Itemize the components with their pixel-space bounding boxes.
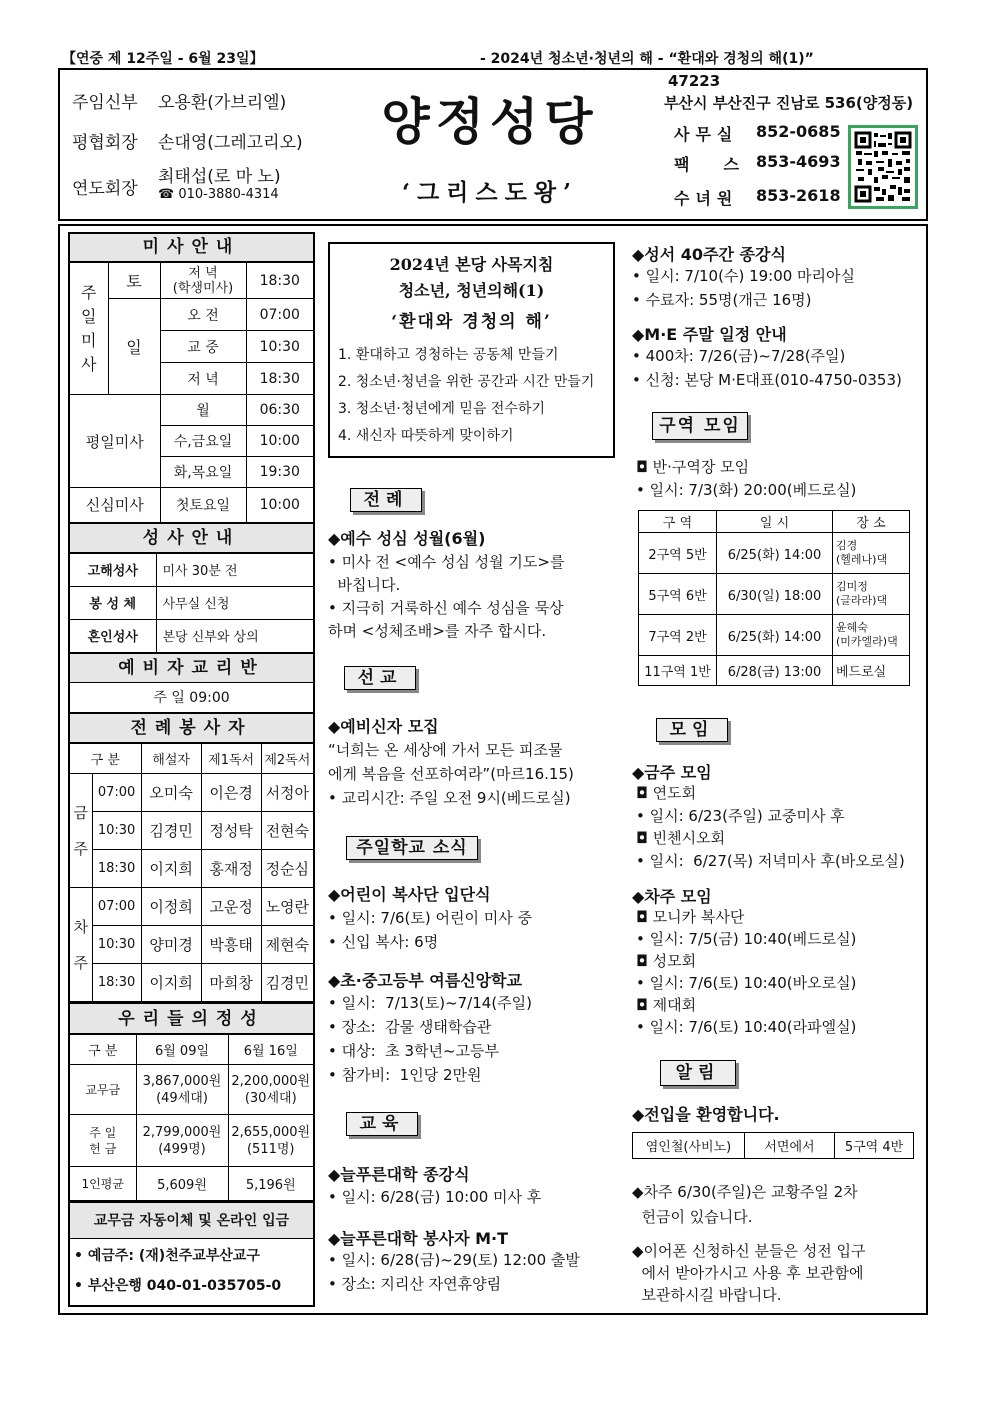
sacrament-name: 혼인성사 [70, 619, 156, 652]
server-name: 서정아 [261, 774, 313, 812]
main-frame [58, 224, 928, 1315]
policy-item: 4. 새신자 따뜻하게 맞이하기 [338, 428, 514, 444]
contact-label: 사무실 [674, 125, 739, 144]
district-cell: 베드로실 [833, 656, 910, 686]
policy-item: 2. 청소년·청년을 위한 공간과 시간 만들기 [338, 374, 595, 390]
sacrament-value: 미사 30분 전 [156, 553, 313, 586]
next-week-line: • 일시: 7/6(토) 10:40(라파엘실) [636, 1018, 857, 1036]
district-cell: 김경 (헬레나)댁 [833, 533, 910, 574]
server-name: 홍재정 [201, 850, 261, 888]
policy-list [330, 342, 613, 450]
welcome-cell: 5구역 4반 [835, 1133, 914, 1159]
officer-name: 손대영(그레고리오) [158, 133, 303, 153]
sunday-mass-time: 07:00 [246, 299, 313, 331]
bank-account: • 부산은행 040-01-035705-0 [74, 1278, 282, 1294]
liturgy-line: • 지극히 거룩하신 예수 성심을 묵상 [328, 599, 564, 617]
first-saturday-time: 10:00 [246, 488, 313, 522]
server-name: 이정희 [141, 888, 201, 926]
district-header: 일 시 [717, 511, 833, 533]
mission-line: • 교리시간: 주일 오전 9시(베드로실) [328, 789, 571, 807]
liturgy-line: • 미사 전 <예수 성심 성월 기도>를 [328, 553, 565, 571]
mission-body [328, 738, 574, 810]
liturgy-tag: 전례 [350, 488, 422, 512]
policy-item: 3. 청소년·청년에게 믿음 전수하기 [338, 401, 545, 417]
officer-name: 오용환(가브리엘) [158, 93, 287, 113]
district-cell: 윤혜숙 (미카엘라)댁 [833, 615, 910, 656]
servers-heading: 전례봉사자 [70, 713, 313, 743]
altar-server-line: • 신입 복사: 6명 [328, 933, 439, 951]
next-week-line: • 일시: 7/6(토) 10:40(바오로실) [636, 974, 857, 992]
offering-name: 주 일 헌 금 [70, 1115, 136, 1167]
servers-header: 제2독서 [261, 744, 313, 774]
server-time: 10:30 [92, 926, 141, 964]
week-info: 【연중 제 12주일 - 6월 23일】 [62, 51, 264, 67]
server-name: 이지희 [141, 850, 201, 888]
notice-line: 헌금이 있습니다. [632, 1208, 753, 1226]
policy-theme: ‘환대와 경청의 해’ [391, 312, 552, 332]
next-week-heading: ◆차주 모임 [632, 887, 712, 906]
saturday-mass-time: 18:30 [246, 263, 313, 299]
this-week-line: • 일시: 6/23(주일) 교중미사 후 [636, 806, 845, 825]
me-heading: ◆M·E 주말 일정 안내 [632, 325, 787, 344]
sunday-school-tag: 주일학교 소식 [346, 836, 478, 860]
servers-table [70, 743, 313, 1002]
sacrament-heading: 성사안내 [70, 522, 313, 553]
district-header: 장 소 [833, 511, 910, 533]
server-time: 18:30 [92, 964, 141, 1002]
zip-code: 47223 [668, 72, 721, 90]
notice-line: 보관하시길 바랍니다. [632, 1286, 782, 1304]
this-week-heading: ◆금주 모임 [632, 763, 712, 782]
liturgy-body [328, 551, 564, 643]
mission-heading: ◆예비신자 모집 [328, 717, 439, 736]
bible-body [632, 264, 855, 312]
parish-title: 양정성당 [381, 92, 599, 151]
mass-heading: 미사안내 [70, 234, 313, 262]
sunday-mass-name: 오 전 [160, 299, 246, 331]
sunday-mass-label [70, 263, 108, 395]
parish-subtitle: ‘그리스도왕’ [401, 179, 579, 206]
district-cell: 6/25(화) 14:00 [717, 533, 833, 574]
bible-line: • 수료자: 55명(개근 16명) [632, 291, 812, 309]
college-closing-line: • 일시: 6/28(금) 10:00 미사 후 [328, 1188, 542, 1206]
sunday-mass-time: 10:30 [246, 331, 313, 363]
server-time: 10:30 [92, 812, 141, 850]
server-name: 정성탁 [201, 812, 261, 850]
policy-subtitle: 청소년, 청년의해(1) [398, 281, 545, 300]
notice-line: 에서 받아가시고 사용 후 보관함에 [632, 1264, 864, 1282]
contact-number: 852-0685 [756, 122, 841, 141]
next-week-body [636, 906, 856, 1038]
qr-code-icon [848, 125, 918, 209]
offering-name: 교무금 [70, 1065, 136, 1115]
mission-line: “너희는 온 세상에 가서 모든 피조물 [328, 741, 563, 759]
me-line: • 400차: 7/26(금)~7/28(주일) [632, 347, 846, 365]
altar-server-line: • 일시: 7/6(토) 어린이 미사 중 [328, 909, 532, 927]
server-name: 이은경 [201, 774, 261, 812]
welcome-cell: 서면에서 [745, 1133, 835, 1159]
notice-earphones [632, 1240, 865, 1306]
weekday-mass-name: 화,목요일 [160, 457, 246, 488]
address: 부산시 부산진구 진남로 536(양정동) [664, 94, 914, 112]
next-week-line: ◘ 모니카 복사단 [636, 908, 745, 926]
next-week-line: • 일시: 7/5(금) 10:40(베드로실) [636, 930, 857, 948]
sacrament-name: 봉 성 체 [70, 586, 156, 619]
bank-info [70, 1239, 313, 1305]
this-week-line: • 일시: 6/27(목) 저녁미사 후(바오로실) [636, 851, 905, 870]
sunday-mass-name: 교 중 [160, 331, 246, 363]
servers-header: 해설자 [141, 744, 201, 774]
district-table [638, 510, 910, 686]
server-name: 양미경 [141, 926, 201, 964]
sacrament-table [70, 553, 313, 653]
altar-server-body [328, 906, 532, 954]
me-line: • 신청: 본당 M·E대표(010-4750-0353) [632, 371, 902, 389]
mission-tag: 선교 [344, 666, 416, 690]
offerings-header: 6월 09일 [136, 1035, 228, 1065]
district-cell: 2구역 5반 [639, 533, 717, 574]
sacrament-value: 사무실 신청 [156, 586, 313, 619]
server-name: 고운정 [201, 888, 261, 926]
servers-header: 제1독서 [201, 744, 261, 774]
this-week-body [636, 782, 905, 872]
offering-name: 1인평균 [70, 1167, 136, 1201]
offerings-heading: 우리들의정성 [70, 1002, 313, 1034]
next-week-line: ◘ 제대회 [636, 996, 697, 1014]
sunday-label: 일 [108, 299, 160, 395]
district-line: ◘ 반·구역장 모임 [636, 458, 750, 476]
masthead [58, 68, 928, 221]
education-tag: 교육 [346, 1112, 418, 1136]
server-name: 노영란 [261, 888, 313, 926]
this-week-line: ◘ 빈첸시오회 [636, 829, 726, 847]
liturgy-line: 바칩니다. [328, 576, 401, 594]
server-name: 정순심 [261, 850, 313, 888]
server-name: 마희창 [201, 964, 261, 1002]
contact-number: 853-4693 [756, 152, 841, 171]
offering-value: 2,799,000원 (499명) [136, 1115, 228, 1167]
offering-value: 3,867,000원 (49세대) [136, 1065, 228, 1115]
saturday-mass-name: 저 녁 (학생미사) [160, 263, 246, 299]
mission-line: 에게 복음을 선포하여라”(마르16.15) [328, 765, 574, 783]
server-time: 07:00 [92, 888, 141, 926]
server-name: 김경민 [261, 964, 313, 1002]
left-column [68, 232, 315, 1307]
sunday-mass-time: 18:30 [246, 363, 313, 395]
offering-value: 2,200,000원 (30세대) [228, 1065, 313, 1115]
liturgy-line: 하며 <성체조배>를 자주 합시다. [328, 622, 547, 640]
server-name: 박흥태 [201, 926, 261, 964]
college-closing-heading: ◆늘푸른대학 종강식 [328, 1165, 470, 1184]
offerings-table [70, 1034, 313, 1201]
district-line: • 일시: 7/3(화) 20:00(베드로실) [636, 481, 857, 499]
summer-school-line: • 참가비: 1인당 2만원 [328, 1066, 482, 1084]
district-cell: 6/28(금) 13:00 [717, 656, 833, 686]
officer-role: 연도회장 [72, 179, 138, 199]
weekday-mass-time: 10:00 [246, 426, 313, 457]
contact-number: 853-2618 [756, 186, 841, 205]
server-name: 전현숙 [261, 812, 313, 850]
contact-label: 팩스 [674, 155, 773, 174]
me-body [632, 344, 902, 392]
sacrament-value: 본당 신부와 상의 [156, 619, 313, 652]
server-name: 제현숙 [261, 926, 313, 964]
first-saturday-label: 신심미사 [70, 488, 160, 522]
server-time: 18:30 [92, 850, 141, 888]
weekday-mass-time: 06:30 [246, 395, 313, 426]
sunday-mass-label-text: 주 일 미 사 [81, 282, 97, 374]
officer-phone: ☎ 010-3880-4314 [158, 187, 279, 202]
next-week-line: ◘ 성모회 [636, 952, 697, 970]
catechumen-time: 주 일 09:00 [70, 683, 313, 713]
year-theme: - 2024년 청소년·청년의 해 - “환대와 경청의 해(1)” [480, 51, 814, 67]
college-mt-line: • 일시: 6/28(금)~29(토) 12:00 출발 [328, 1251, 580, 1269]
offering-value: 2,655,000원 (511명) [228, 1115, 313, 1167]
policy-item: 1. 환대하고 경청하는 공동체 만들기 [338, 347, 559, 363]
qr-pattern [854, 131, 912, 203]
bible-heading: ◆성서 40주간 종강식 [632, 245, 786, 264]
contact-label: 수녀원 [674, 189, 739, 208]
server-time: 07:00 [92, 774, 141, 812]
servers-header: 구 분 [70, 744, 141, 774]
welcome-heading: ◆전입을 환영합니다. [632, 1105, 780, 1124]
server-group-label: 금 주 [70, 774, 92, 888]
top-line [62, 48, 928, 68]
bible-line: • 일시: 7/10(수) 19:00 마리아실 [632, 267, 856, 285]
notice-tag: 알림 [660, 1060, 736, 1086]
officer-role: 주임신부 [72, 93, 138, 113]
district-cell: 5구역 6반 [639, 574, 717, 615]
summer-school-heading: ◆초·중고등부 여름신앙학교 [328, 971, 522, 990]
college-mt-heading: ◆늘푸른대학 봉사자 M·T [328, 1229, 509, 1248]
bank-heading: 교무금 자동이체 및 온라인 입금 [70, 1201, 313, 1239]
district-tag: 구역 모임 [652, 412, 748, 440]
server-name: 오미숙 [141, 774, 201, 812]
summer-school-line: • 장소: 감물 생태학습관 [328, 1018, 492, 1036]
bank-holder: • 예금주: (재)천주교부산교구 [74, 1248, 260, 1264]
altar-server-heading: ◆어린이 복사단 입단식 [328, 885, 491, 904]
district-cell: 11구역 1반 [639, 656, 717, 686]
district-cell: 김미정 (글라라)댁 [833, 574, 910, 615]
meetings-tag: 모임 [656, 718, 728, 742]
notice-second-collection [632, 1180, 858, 1230]
district-cell: 6/30(일) 18:00 [717, 574, 833, 615]
server-name: 이지희 [141, 964, 201, 1002]
weekday-mass-name: 수,금요일 [160, 426, 246, 457]
college-mt-line: • 장소: 지리산 자연휴양림 [328, 1275, 502, 1293]
server-name: 김경민 [141, 812, 201, 850]
weekday-mass-label: 평일미사 [70, 395, 160, 488]
officer-name: 최태섭(로 마 노) [158, 167, 281, 187]
welcome-table [632, 1132, 914, 1159]
officer-role: 평협회장 [72, 133, 138, 153]
policy-box [328, 242, 615, 458]
offering-value: 5,196원 [228, 1167, 313, 1201]
summer-school-line: • 일시: 7/13(토)~7/14(주일) [328, 994, 533, 1012]
first-saturday-name: 첫토요일 [160, 488, 246, 522]
college-mt-body [328, 1248, 580, 1296]
server-group-label: 차 주 [70, 888, 92, 1002]
mass-table [70, 262, 313, 522]
notice-line: ◆차주 6/30(주일)은 교황주일 2차 [632, 1183, 858, 1201]
offerings-header: 구 분 [70, 1035, 136, 1065]
district-cell: 7구역 2반 [639, 615, 717, 656]
sunday-mass-name: 저 녁 [160, 363, 246, 395]
liturgy-heading: ◆예수 성심 성월(6월) [328, 529, 486, 548]
offering-value: 5,609원 [136, 1167, 228, 1201]
saturday-label: 토 [108, 263, 160, 299]
weekday-mass-name: 월 [160, 395, 246, 426]
weekday-mass-time: 19:30 [246, 457, 313, 488]
offerings-header: 6월 16일 [228, 1035, 313, 1065]
summer-school-body [328, 991, 532, 1087]
district-body [636, 456, 856, 502]
district-header: 구 역 [639, 511, 717, 533]
this-week-line: ◘ 연도회 [636, 784, 697, 802]
notice-line: ◆이어폰 신청하신 분들은 성전 입구 [632, 1242, 866, 1260]
welcome-cell: 염인철(사비노) [633, 1133, 745, 1159]
district-cell: 6/25(화) 14:00 [717, 615, 833, 656]
policy-title: 2024년 본당 사목지침 [389, 255, 554, 274]
summer-school-line: • 대상: 초 3학년~고등부 [328, 1042, 500, 1060]
sacrament-name: 고해성사 [70, 553, 156, 586]
catechumen-heading: 예비자교리반 [70, 652, 313, 683]
